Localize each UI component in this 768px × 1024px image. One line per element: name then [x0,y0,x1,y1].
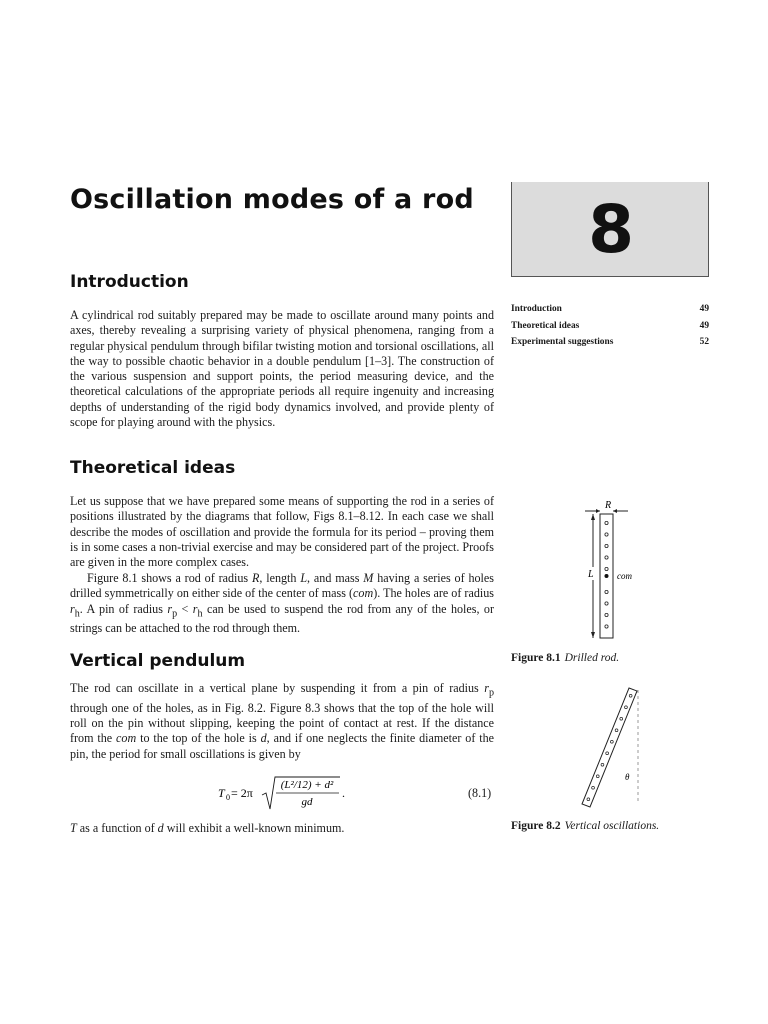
rod-hole [605,590,608,593]
rod-hole [592,786,595,789]
toc-page: 49 [699,320,709,331]
center-of-mass-dot [605,574,609,578]
figure-8-2-caption: Figure 8.2 Vertical oscillations. [511,820,660,832]
rod-hole [605,533,608,536]
rod-hole [605,521,608,524]
toc-label: Introduction [511,304,562,314]
rod-hole [587,798,590,801]
rod-hole [605,567,608,570]
section-heading-introduction: Introduction [70,272,189,292]
toc-page: 49 [699,304,709,314]
chapter-number: 8 [588,191,634,268]
fig2-label-theta: θ [625,772,630,782]
rod-hole [620,717,623,720]
toc-page: 52 [699,337,709,347]
after-equation-text: T as a function of d will exhibit a well-known minimum. [70,821,345,835]
length-arrow-bottom [591,632,595,638]
equation-8-1 [218,773,498,815]
rod-hole [605,556,608,559]
figure-8-1-drilled-rod [575,494,655,646]
rod-hole [596,775,599,778]
fig1-label-R: R [605,500,612,511]
equation-period: . [342,786,345,800]
toc-label: Theoretical ideas [511,320,580,331]
fig1-label-L: L [588,569,594,580]
vertical-pendulum-paragraph: The rod can oscillate in a vertical plane by suspending it from a pin of radius $r_p$ through one of the holes, as in Fig. 8.2. Figure 8.3 shows that the top of the hole will roll on the pin without slipping, keeping the point of contact at rest. If the distance from the com to the top of the hole is d, and if one neglects the finite diameter of the pin, the period for small oscillations is given by [70,681,494,761]
radius-arrow-right [596,509,600,513]
toc-entry[interactable] [511,334,709,351]
chapter-number-box [511,182,709,277]
toc-entry[interactable] [511,301,709,318]
section-heading-vertical-pendulum: Vertical pendulum [70,651,246,671]
equation-number: (8.1) [468,786,492,800]
tilted-rod [582,688,637,807]
theoretical-paragraph-2: Figure 8.1 shows a rod of radius R, length L, and mass M having a series of holes drilled symmetrically on either side of the center of mass (com). The holes are of radius $r_h$. A pin of radius $r_p < r_h$ can be used to suspend the rod from any of the holes, or strings can be attached to the rod through them. [70,571,494,636]
toc-entry[interactable] [511,318,709,335]
figure-8-2-vertical-oscillations [575,682,665,812]
rod-hole [605,544,608,547]
fig1-label-com: com [617,571,632,581]
rod-hole [601,763,604,766]
rod-hole [625,706,628,709]
introduction-paragraph: A cylindrical rod suitably prepared may be made to oscillate around many points and axes, thereby revealing a surprising variety of physical phenomena, ranging from a regular physical pendulum through bifilar twisting motion and torsional oscillations, all the way to possible chaotic behavior in a double pendulum [1–3]. The construction of the various suspension and support points, the period measuring device, and the theoretical calculations of the appropriate periods all require ingenuity and increasing depths of understanding of the rigid body dynamics involved, and provide plenty of scope for playing around with the physics. [70,308,494,430]
rod-hole [606,752,609,755]
rod-hole [629,694,632,697]
chapter-title: Oscillation modes of a rod [70,184,474,215]
equation-denominator: gd [301,796,313,808]
rod-hole [605,602,608,605]
chapter-contents [511,301,709,351]
equation-lhs-subscript: 0 [226,793,230,802]
rod-hole [615,729,618,732]
equation-numerator: (L²/12) + d² [280,779,334,791]
rod-hole [610,740,613,743]
equation-lhs: T [218,786,225,800]
length-arrow-top [591,514,595,520]
theoretical-paragraph-1: Let us suppose that we have prepared some means of supporting the rod in a series of positions illustrated by the diagrams that follow, Figs 8.1–8.12. In each case we shall describe the modes of oscillation and provide the formula for its period – proving them is in some cases a non-trivial exercise and may be considered part of the project. Proofs are given in the more complex cases. [70,494,494,570]
rod-hole [605,625,608,628]
section-heading-theoretical-ideas: Theoretical ideas [70,458,236,478]
rod-hole [605,613,608,616]
figure-8-1-caption: Figure 8.1 Drilled rod. [511,652,620,664]
equation-equals: = 2π [231,786,253,800]
toc-label: Experimental suggestions [511,337,614,347]
radius-arrow-left [613,509,617,513]
